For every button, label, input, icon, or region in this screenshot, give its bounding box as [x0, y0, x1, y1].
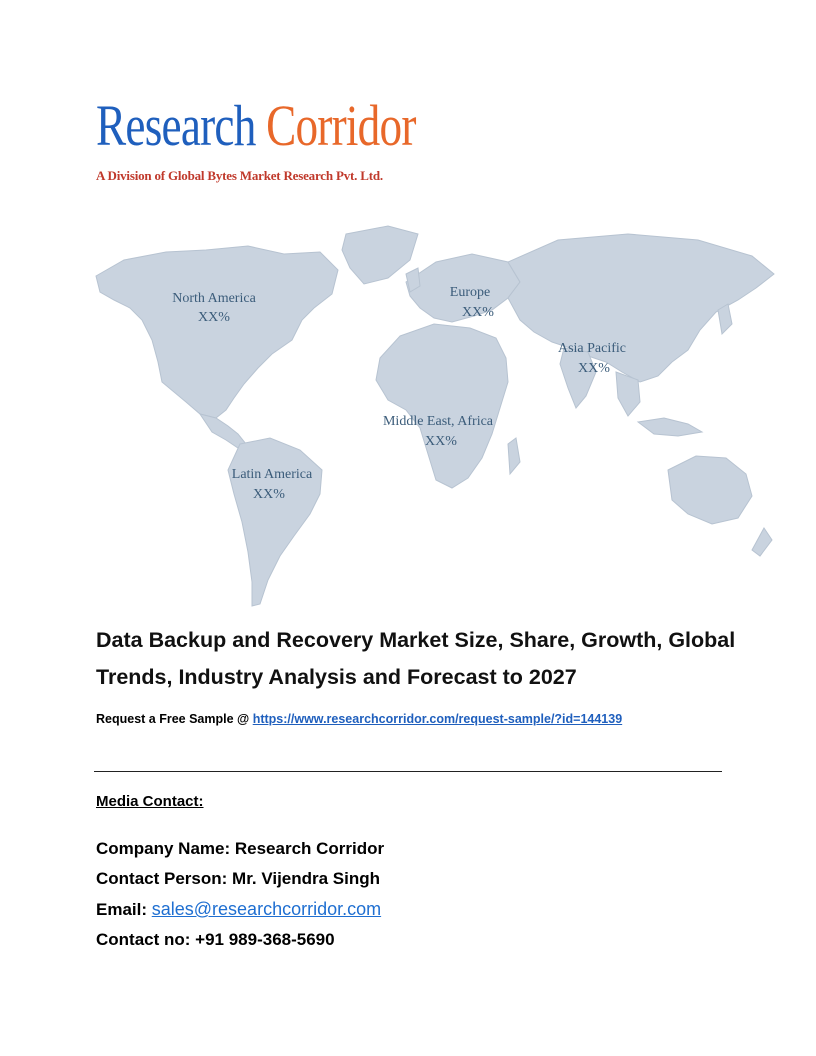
- email-row: [96, 894, 384, 925]
- madagascar-shape: [508, 438, 520, 474]
- north-america-label: North America: [172, 291, 256, 306]
- middle-east-africa-label: Middle East, Africa: [382, 414, 494, 429]
- company-name-row: [96, 834, 384, 864]
- logo-tagline: A Division of Global Bytes Market Research Pvt. Ltd.: [96, 168, 383, 183]
- asia-pacific-value: XX%: [578, 361, 610, 376]
- company-name-label: Company Name:: [96, 839, 235, 858]
- central-america-shape: [200, 414, 246, 448]
- europe-value: XX%: [462, 305, 494, 320]
- world-map: [88, 212, 778, 612]
- new-zealand-shape: [752, 528, 772, 556]
- africa-shape: [376, 324, 508, 488]
- phone-value: +91 989-368-5690: [195, 930, 335, 949]
- free-sample-link[interactable]: https://www.researchcorridor.com/request-sample/?id=144139: [252, 712, 623, 726]
- australia-shape: [668, 456, 752, 524]
- contact-person-label: Contact Person:: [96, 869, 233, 888]
- section-divider: [94, 771, 722, 772]
- logo-wordmark: [96, 93, 416, 158]
- asia-shape: [508, 234, 774, 382]
- japan-shape: [718, 304, 732, 334]
- phone-label: Contact no:: [96, 930, 196, 949]
- latin-america-value: XX%: [253, 487, 285, 502]
- asia-pacific-label: Asia Pacific: [557, 341, 627, 356]
- free-sample-label: Request a Free Sample @: [96, 712, 253, 726]
- south-america-shape: [228, 438, 322, 606]
- logo-word-research: Research: [96, 93, 256, 158]
- company-logo: [96, 94, 416, 184]
- logo-word-corridor: Corridor: [266, 93, 416, 158]
- contact-details: [96, 834, 384, 955]
- free-sample-line: [96, 712, 622, 726]
- phone-row: [96, 925, 384, 955]
- middle-east-africa-value: XX%: [425, 434, 457, 449]
- media-contact-heading: Media Contact:: [96, 793, 204, 810]
- latin-america-label: Latin America: [231, 467, 313, 482]
- report-title: Data Backup and Recovery Market Size, Share, Growth, Global Trends, Industry Analysis and Forecast to 2027: [96, 628, 736, 689]
- europe-label: Europe: [449, 285, 491, 300]
- email-label: Email:: [96, 900, 152, 919]
- company-name-value: Research Corridor: [234, 839, 385, 858]
- north-america-value: XX%: [198, 310, 230, 325]
- indonesia-shape: [638, 418, 702, 436]
- email-link[interactable]: sales@researchcorridor.com: [151, 899, 382, 919]
- contact-person-value: Mr. Vijendra Singh: [232, 869, 381, 888]
- north-america-shape: [96, 246, 338, 418]
- contact-person-row: [96, 864, 384, 894]
